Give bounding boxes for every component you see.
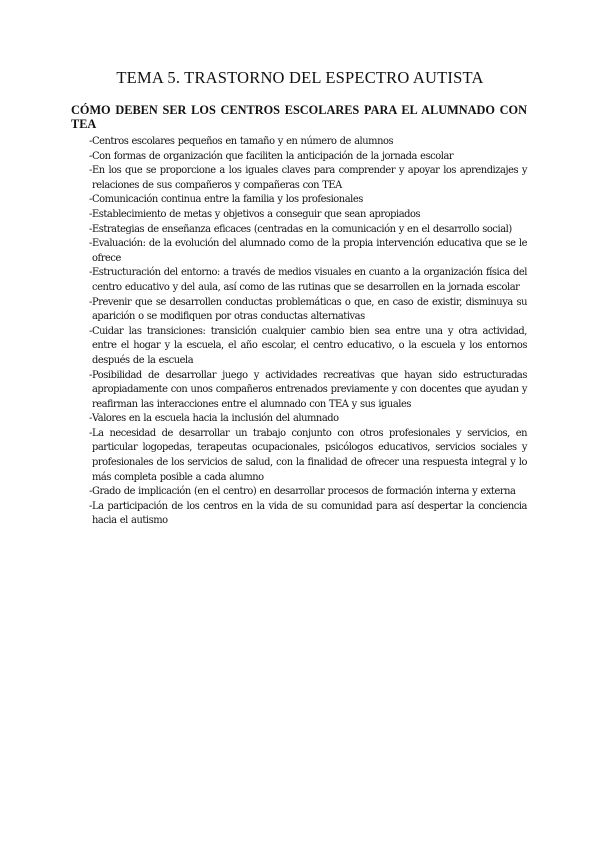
list-item xyxy=(71,164,527,193)
bullet-dash: - xyxy=(89,427,92,439)
list-item xyxy=(71,500,527,529)
list-item-text: Evaluación: de la evolución del alumnado como de la propia intervención educativa que se le ofrece xyxy=(92,238,527,264)
bullet-dash: - xyxy=(89,136,92,147)
bullet-dash: - xyxy=(89,223,92,235)
bullet-dash: - xyxy=(89,369,92,381)
list-item-text: La participación de los centros en la vida de su comunidad para así despertar la conciencia hacia el autismo xyxy=(92,500,527,527)
bullet-dash: - xyxy=(89,208,92,220)
list-item xyxy=(71,237,527,266)
bullet-dash: - xyxy=(89,500,92,512)
list-item-text: Estrategias de enseñanza eficaces (centradas en la comunicación y en el desarrollo social) xyxy=(92,223,512,235)
list-item-text: Con formas de organización que faciliten la anticipación de la jornada escolar xyxy=(92,150,454,162)
list-item-text: Valores en la escuela hacia la inclusión del alumnado xyxy=(92,413,339,425)
list-item-text: Grado de implicación (en el centro) en desarrollar procesos de formación interna y externa xyxy=(92,486,516,498)
bullet-dash: - xyxy=(89,325,92,337)
list-item-text: Cuidar las transiciones: transición cualquier cambio bien sea entre una y otra actividad, entre el hogar y la escuela, el año escolar, el centro educativo, o la escuela y los entornos después de la escuela xyxy=(92,325,527,366)
list-item xyxy=(71,266,527,295)
list-item-text: En los que se proporcione a los iguales claves para comprender y apoyar los aprendizajes y relaciones de sus compañeros y compañeras con TEA xyxy=(92,165,527,191)
bullet-dash: - xyxy=(89,296,92,308)
list-item xyxy=(71,208,527,223)
list-item xyxy=(71,223,527,238)
bullet-dash: - xyxy=(89,238,92,250)
bullet-dash: - xyxy=(89,267,92,279)
bullet-dash: - xyxy=(89,194,92,206)
bullet-list xyxy=(71,135,527,529)
bullet-dash: - xyxy=(89,165,92,177)
bullet-dash: - xyxy=(89,486,92,498)
list-item-text: Establecimiento de metas y objetivos a conseguir que sean apropiados xyxy=(92,208,421,220)
list-item xyxy=(71,296,527,325)
page-title: TEMA 5. TRASTORNO DEL ESPECTRO AUTISTA xyxy=(116,68,484,87)
bullet-dash: - xyxy=(89,413,92,425)
list-item xyxy=(71,427,527,485)
list-item-text: La necesidad de desarrollar un trabajo conjunto con otros profesionales y servicios, en particular logopedas, terapeutas ocupacionales, psicólogos educativos, servicios sociales y profesionales de los servicios de salud, con la finalidad de ofrecer una respuesta integral y lo más completa posible a cada alumno xyxy=(92,427,527,483)
list-item-text: Prevenir que se desarrollen conductas problemáticas o que, en caso de existir, disminuya su aparición o se modifiquen por otras conductas alternativas xyxy=(92,296,527,323)
list-item-text: Centros escolares pequeños en tamaño y en número de alumnos xyxy=(92,136,394,147)
list-item xyxy=(71,193,527,208)
list-item-text: Comunicación continua entre la familia y los profesionales xyxy=(92,194,363,206)
list-item xyxy=(71,412,527,427)
list-item xyxy=(71,150,527,165)
list-item-text: Posibilidad de desarrollar juego y actividades recreativas que hayan sido estructuradas apropiadamente con unos compañeros entrenados previamente y con docentes que ayudan y reafirman las interacciones entre el alumnado con TEA y sus iguales xyxy=(92,369,527,410)
list-item xyxy=(71,325,527,369)
list-item xyxy=(71,485,527,500)
list-item xyxy=(71,369,527,413)
list-item-text: Estructuración del entorno: a través de medios visuales en cuanto a la organización física del centro educativo y del aula, así como de las rutinas que se desarrollen en la jornada escolar xyxy=(92,267,527,293)
bullet-dash: - xyxy=(89,150,92,162)
section-heading: CÓMO DEBEN SER LOS CENTROS ESCOLARES PARA EL ALUMNADO CON TEA xyxy=(71,103,527,131)
list-item xyxy=(71,135,527,150)
